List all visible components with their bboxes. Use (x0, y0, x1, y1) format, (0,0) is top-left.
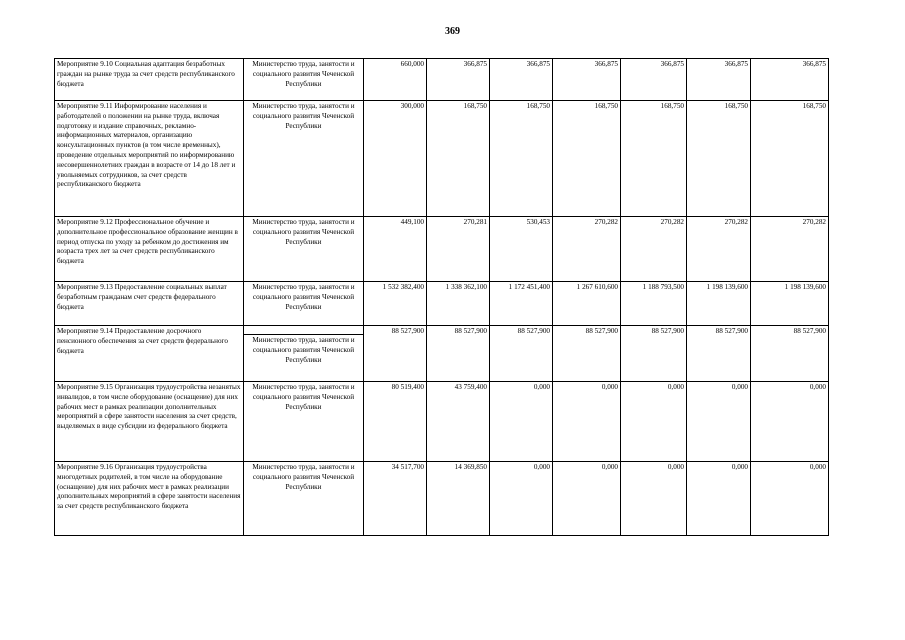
value-cell: 34 517,700 (364, 462, 427, 536)
value-cell: 0,000 (490, 382, 553, 462)
value-cell: 366,875 (553, 59, 621, 101)
measure-name-cell: Мероприятие 9.15 Организация трудоустройства незанятых инвалидов, в том числе оборудование (оснащение) для них рабочих мест в рамках реализации дополнительных мероприятий в сфере занятости населения за счет средств, выделяемых в виде субсидии из федерального бюджета (55, 382, 244, 462)
value-cell: 80 519,400 (364, 382, 427, 462)
value-cell: 366,875 (621, 59, 687, 101)
value-cell: 168,750 (427, 101, 490, 217)
page-number: 369 (445, 26, 460, 37)
budget-table (54, 58, 829, 536)
table-body (55, 59, 829, 536)
measure-name-cell: Мероприятие 9.10 Социальная адаптация безработных граждан на рынке труда за счет средств республиканского бюджета (55, 59, 244, 101)
executor-text: Министерство труда, занятости и социального развития Чеченской Республики (252, 60, 355, 88)
value-cell: 1 338 362,100 (427, 282, 490, 326)
value-cell: 1 172 451,400 (490, 282, 553, 326)
value-cell: 168,750 (687, 101, 751, 217)
executor-text: Министерство труда, занятости и социального развития Чеченской Республики (252, 383, 355, 411)
value-cell: 88 527,900 (490, 326, 553, 382)
table-row (55, 462, 829, 536)
value-cell: 530,453 (490, 217, 553, 282)
measure-name-cell: Мероприятие 9.14 Предоставление досрочного пенсионного обеспечения за счет средств федерального бюджета (55, 326, 244, 382)
executor-cell (244, 462, 364, 536)
value-cell: 0,000 (621, 462, 687, 536)
value-cell: 43 759,400 (427, 382, 490, 462)
value-cell: 0,000 (553, 382, 621, 462)
value-cell: 168,750 (751, 101, 829, 217)
value-cell: 0,000 (687, 462, 751, 536)
executor-cell (244, 217, 364, 282)
measure-name-cell: Мероприятие 9.13 Предоставление социальных выплат безработным гражданам счет средств федерального бюджета (55, 282, 244, 326)
executor-cell (244, 59, 364, 101)
table-row (55, 326, 829, 382)
value-cell: 0,000 (751, 382, 829, 462)
value-cell: 270,282 (687, 217, 751, 282)
value-cell: 449,100 (364, 217, 427, 282)
executor-cell (244, 382, 364, 462)
value-cell: 88 527,900 (553, 326, 621, 382)
value-cell: 14 369,850 (427, 462, 490, 536)
measure-name-cell: Мероприятие 9.11 Информирование населения и работодателей о положении на рынке труда, включая подготовку и издание справочных, рекламно- информационных материалов, организацию консультационных пунктов (в том числе временных), проведение отдельных мероприятий по информированию несовершеннолетних граждан в возрасте от 14 до 18 лет и увольняемых сотрудников, за счет средств республиканского бюджета (55, 101, 244, 217)
value-cell: 88 527,900 (427, 326, 490, 382)
value-cell: 168,750 (490, 101, 553, 217)
value-cell: 0,000 (621, 382, 687, 462)
value-cell: 168,750 (553, 101, 621, 217)
value-cell: 366,875 (751, 59, 829, 101)
executor-cell (244, 326, 364, 382)
executor-text: Министерство труда, занятости и социального развития Чеченской Республики (244, 334, 363, 365)
value-cell: 1 267 610,600 (553, 282, 621, 326)
value-cell: 270,282 (621, 217, 687, 282)
measure-name-cell: Мероприятие 9.16 Организация трудоустройства многодетных родителей, в том числе на оборудование (оснащение) для них рабочих мест в рамках реализации дополнительных мероприятий в сфере занятости населения за счет средств республиканского бюджета (55, 462, 244, 536)
table-row (55, 101, 829, 217)
value-cell: 168,750 (621, 101, 687, 217)
value-cell: 270,282 (553, 217, 621, 282)
value-cell: 88 527,900 (751, 326, 829, 382)
value-cell: 366,875 (687, 59, 751, 101)
table-row (55, 59, 829, 101)
value-cell: 366,875 (490, 59, 553, 101)
value-cell: 0,000 (553, 462, 621, 536)
executor-cell (244, 282, 364, 326)
value-cell: 0,000 (490, 462, 553, 536)
value-cell: 270,282 (751, 217, 829, 282)
executor-text: Министерство труда, занятости и социального развития Чеченской Республики (252, 463, 355, 491)
executor-text: Министерство труда, занятости и социального развития Чеченской Республики (252, 218, 355, 246)
table-row (55, 382, 829, 462)
value-cell: 366,875 (427, 59, 490, 101)
value-cell: 1 532 382,400 (364, 282, 427, 326)
executor-text: Министерство труда, занятости и социального развития Чеченской Республики (252, 102, 355, 130)
value-cell: 88 527,900 (687, 326, 751, 382)
table-row (55, 217, 829, 282)
value-cell: 300,000 (364, 101, 427, 217)
value-cell: 1 188 793,500 (621, 282, 687, 326)
value-cell: 0,000 (687, 382, 751, 462)
executor-text: Министерство труда, занятости и социального развития Чеченской Республики (252, 283, 355, 311)
value-cell: 660,000 (364, 59, 427, 101)
value-cell: 88 527,900 (621, 326, 687, 382)
value-cell: 1 198 139,600 (751, 282, 829, 326)
measure-name-cell: Мероприятие 9.12 Профессиональное обучение и дополнительное профессиональное образование женщин в период отпуска по уходу за ребенком до достижения им возраста трех лет за счет средств республиканского бюджета (55, 217, 244, 282)
value-cell: 0,000 (751, 462, 829, 536)
table-row (55, 282, 829, 326)
value-cell: 1 198 139,600 (687, 282, 751, 326)
value-cell: 270,281 (427, 217, 490, 282)
value-cell: 88 527,900 (364, 326, 427, 382)
executor-cell (244, 101, 364, 217)
